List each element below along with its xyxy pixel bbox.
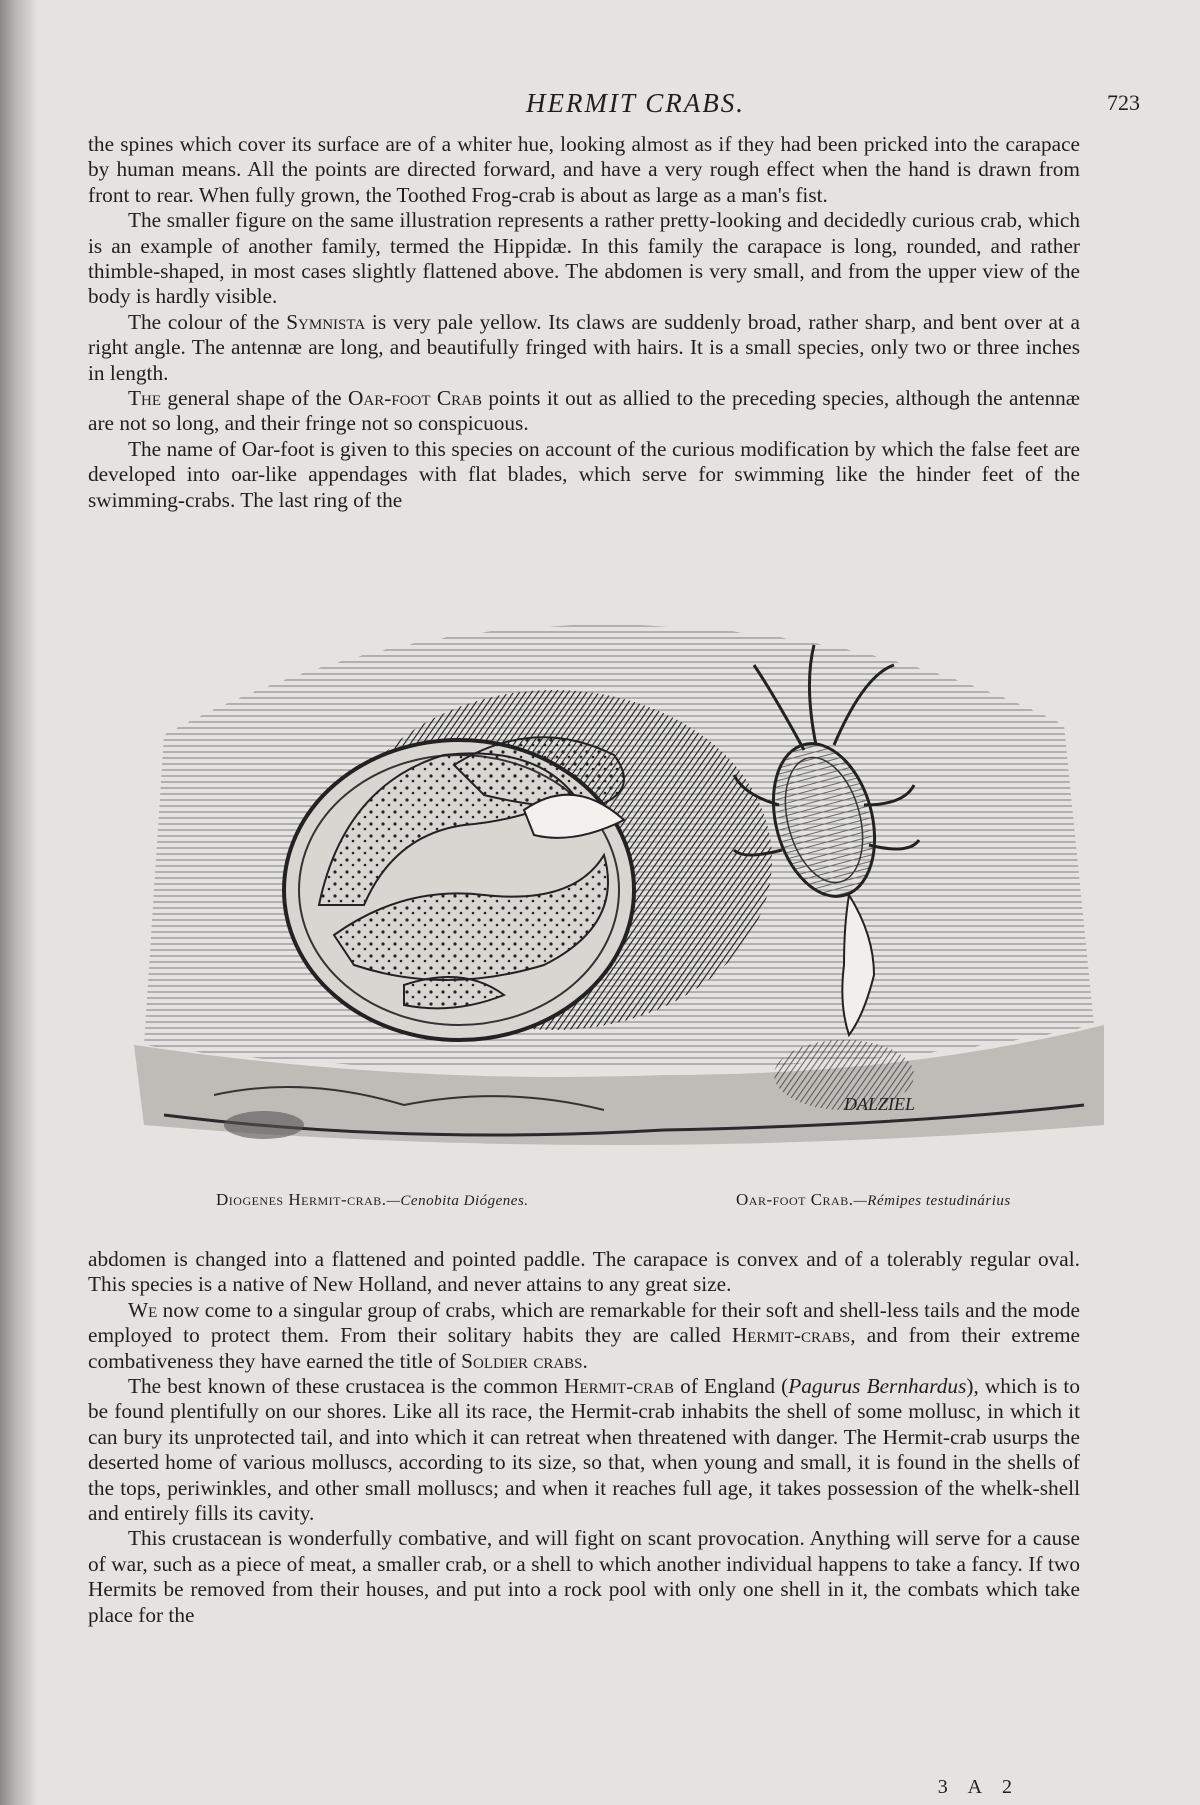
crab-engraving [104,605,1120,1170]
caption-right [736,1190,1011,1210]
term: Soldier crabs [461,1348,583,1373]
paragraph-text: the spines which cover its surface are of a whiter hue, looking almost as if they had been pricked into the carapace by human means. All the points are directed forward, and have a very rough effect when the hand is drawn from front to rear. When fully grown, the Toothed Frog-crab is about as large as a man's fist. [88,132,1080,207]
caption-left [216,1190,529,1210]
engraving-svg [104,605,1120,1170]
paragraph-text: abdomen is changed into a flattened and pointed paddle. The carapace is convex and of a tolerably regular oval. This species is a native of New Holland, and never attains to any great size. [88,1247,1080,1297]
paragraph-text: points it out as allied to the preceding species, although the antennæ are not so long, and their fringe not so conspicuous. [88,386,1080,436]
paragraph-text: The best known of these crustacea is the common [128,1374,565,1399]
paragraph-text: . [582,1348,588,1373]
printer-signature: 3 A 2 [937,1776,1020,1798]
paragraph [88,208,1080,310]
page-number: 723 [1107,90,1140,115]
paragraph-text: The colour of the [128,309,287,334]
text-block-top [88,132,1080,513]
paragraph [88,1374,1080,1526]
caption-scientific-name: —Rémipes testudinárius [853,1193,1011,1209]
paragraph-text: This crustacean is wonderfully combative, and will fight on scant provocation. Anything will serve for a cause of war, such as a piece of meat, a smaller crab, or a shell to which another individual happens to take a fancy. If two Hermits be removed from their houses, and put into a rock pool with only one shell in it, the combats which take place for the [88,1526,1080,1627]
caption-scientific-name: —Cenobita Diógenes. [386,1193,529,1209]
paragraph [88,1526,1080,1628]
species-name: Oar-foot Crab [348,386,482,411]
paragraph-text: of England ( [674,1374,789,1399]
engraver-signature: DALZIEL [844,1094,916,1114]
paragraph [88,1247,1080,1298]
paragraph-text: The name of Oar-foot is given to this species on account of the curious modification by which the false feet are developed into oar-like appendages with flat blades, which serve for swimming like the hinder feet of the swimming-crabs. The last ring of the [88,436,1080,512]
text-block-bottom [88,1247,1080,1628]
paragraph [88,310,1080,386]
paragraph-text: The smaller figure on the same illustration represents a rather pretty-looking and decidedly curious crab, which is an example of another family, termed the Hippidæ. In this family the carapace is long, rounded, and rather thimble-shaped, in most cases slightly flattened above. The abdomen is very small, and from the upper view of the body is hardly visible. [88,208,1080,309]
lead-word: We [128,1297,158,1322]
running-head [90,88,1140,128]
term: Hermit-crab [564,1374,675,1399]
paragraph [88,132,1080,208]
page-edge-shadow [0,0,38,1805]
caption-common-name: Oar-foot Crab. [736,1190,854,1209]
figure-captions [128,1190,1088,1218]
paragraph [88,1298,1080,1374]
paragraph-text: general shape of the [161,386,349,411]
paragraph-text: is very pale yellow. Its claws are suddenly broad, rather sharp, and bent over at a right angle. The antennæ are long, and beautifully fringed with hairs. It is a small species, only two or three inches in length. [88,309,1080,385]
paragraph-text: , and from their extreme combativeness they have earned the title of [88,1323,1080,1373]
term: Hermit-crabs [731,1323,851,1348]
caption-common-name: Diogenes Hermit-crab. [216,1190,387,1209]
paragraph [88,437,1080,513]
species-name: Symnista [286,309,366,334]
paragraph-text: ), which is to be found plentifully on our shores. Like all its race, the Hermit-crab inhabits the shell of some mollusc, in which it can bury its unprotected tail, and into which it can retreat when threatened with danger. The Hermit-crab usurps the deserted home of various molluscs, according to its size, so that, when young and small, it is found in the shells of the tops, periwinkles, and other small molluscs; and when it reaches full age, it takes possession of the whelk-shell and entirely fills its cavity. [88,1374,1080,1526]
paragraph-text: now come to a singular group of crabs, which are remarkable for their soft and shell-less tails and the mode employed to protect them. From their solitary habits they are called [88,1297,1080,1348]
paragraph [88,386,1080,437]
scientific-name: Pagurus Bernhardus [788,1374,967,1399]
page-title: HERMIT CRABS. [526,88,745,118]
lead-word: The [128,386,162,411]
